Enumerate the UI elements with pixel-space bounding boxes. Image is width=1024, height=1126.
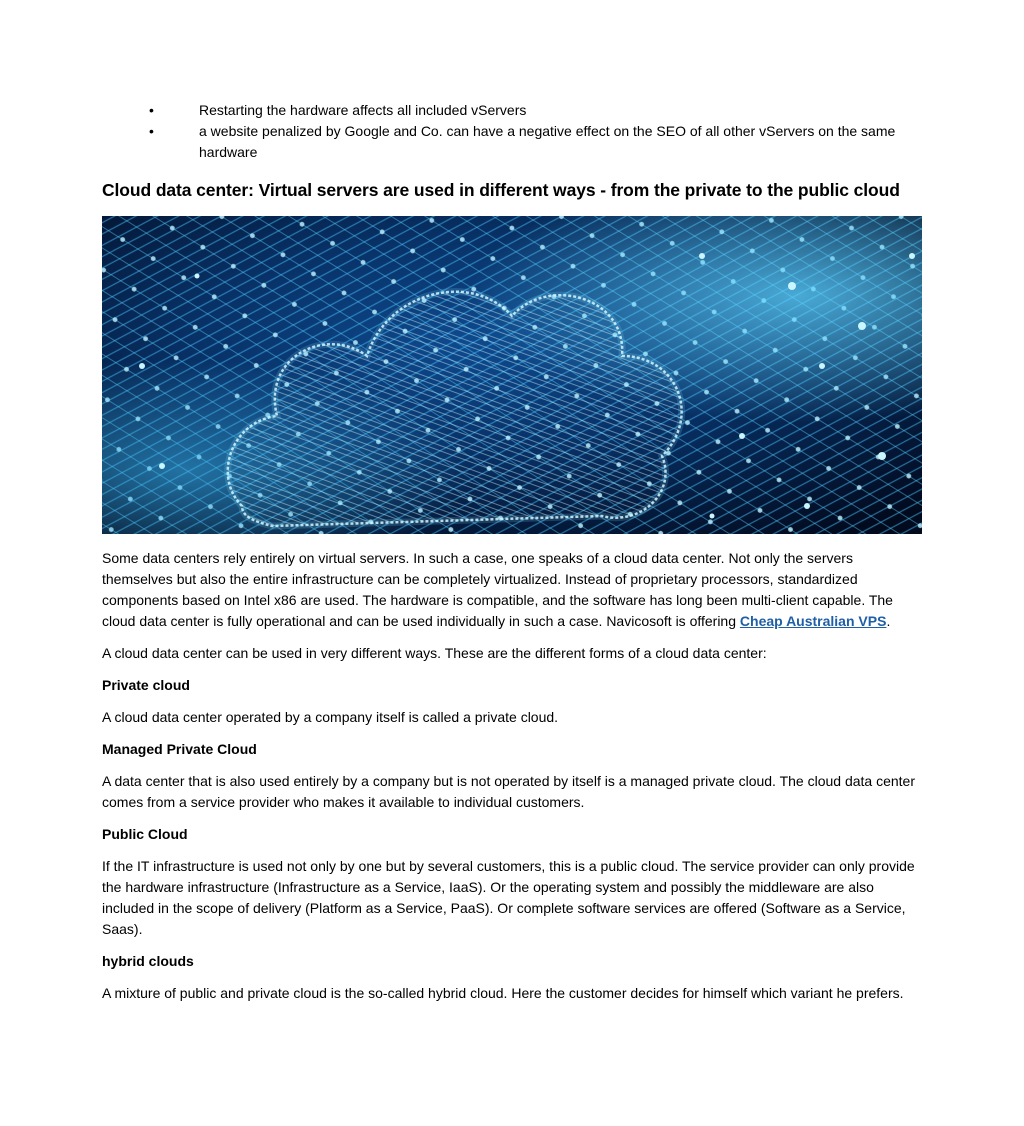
- document-page: [102, 100, 924, 1015]
- managed-private-cloud-heading: Managed Private Cloud: [102, 741, 257, 757]
- cheap-australian-vps-link[interactable]: Cheap Australian VPS: [739, 613, 887, 629]
- private-cloud-heading: Private cloud: [102, 677, 190, 693]
- intro-paragraph: Some data centers rely entirely on virtual servers. In such a case, one speaks of a cloud data center. Not only the servers themselves but also the entire infrastructure can be completely virtualized. Instead of proprietary processors, standardized components based on Intel x86 are used. The hardware is compatible, and the software has long been multi-client capable. The cloud data center is fully operational and can be used individually in such a case. Navicosoft is offering Cheap Australian VPS.: [102, 550, 893, 629]
- public-cloud-heading: Public Cloud: [102, 826, 188, 842]
- list-item: [102, 100, 924, 121]
- bullet-icon: •: [149, 102, 154, 118]
- cloud-circuit-board-image: [102, 216, 922, 534]
- hybrid-clouds-heading: hybrid clouds: [102, 953, 194, 969]
- section-heading: Cloud data center: Virtual servers are used in different ways - from the private to the public cloud: [102, 180, 900, 200]
- public-cloud-text: If the IT infrastructure is used not only by one but by several customers, this is a public cloud. The service provider can only provide the hardware infrastructure (Infrastructure as a Service, IaaS). Or the operating system and possibly the middleware are also included in the scope of delivery (Platform as a Service, PaaS). Or complete software services are offered (Software as a Service, Saas).: [102, 858, 915, 937]
- bullet-list: [102, 100, 924, 163]
- list-item: [102, 121, 924, 163]
- forms-intro-paragraph: A cloud data center can be used in very different ways. These are the different forms of a cloud data center:: [102, 645, 767, 661]
- bullet-text: a website penalized by Google and Co. can have a negative effect on the SEO of all other vServers on the same hardware: [199, 123, 896, 160]
- managed-private-cloud-text: A data center that is also used entirely by a company but is not operated by itself is a managed private cloud. The cloud data center comes from a service provider who makes it available to individual customers.: [102, 773, 916, 810]
- bullet-icon: •: [149, 123, 154, 139]
- private-cloud-text: A cloud data center operated by a company itself is called a private cloud.: [102, 709, 559, 725]
- bullet-text: Restarting the hardware affects all included vServers: [199, 102, 527, 118]
- hybrid-clouds-text: A mixture of public and private cloud is the so-called hybrid cloud. Here the customer decides for himself which variant he prefers.: [102, 985, 904, 1001]
